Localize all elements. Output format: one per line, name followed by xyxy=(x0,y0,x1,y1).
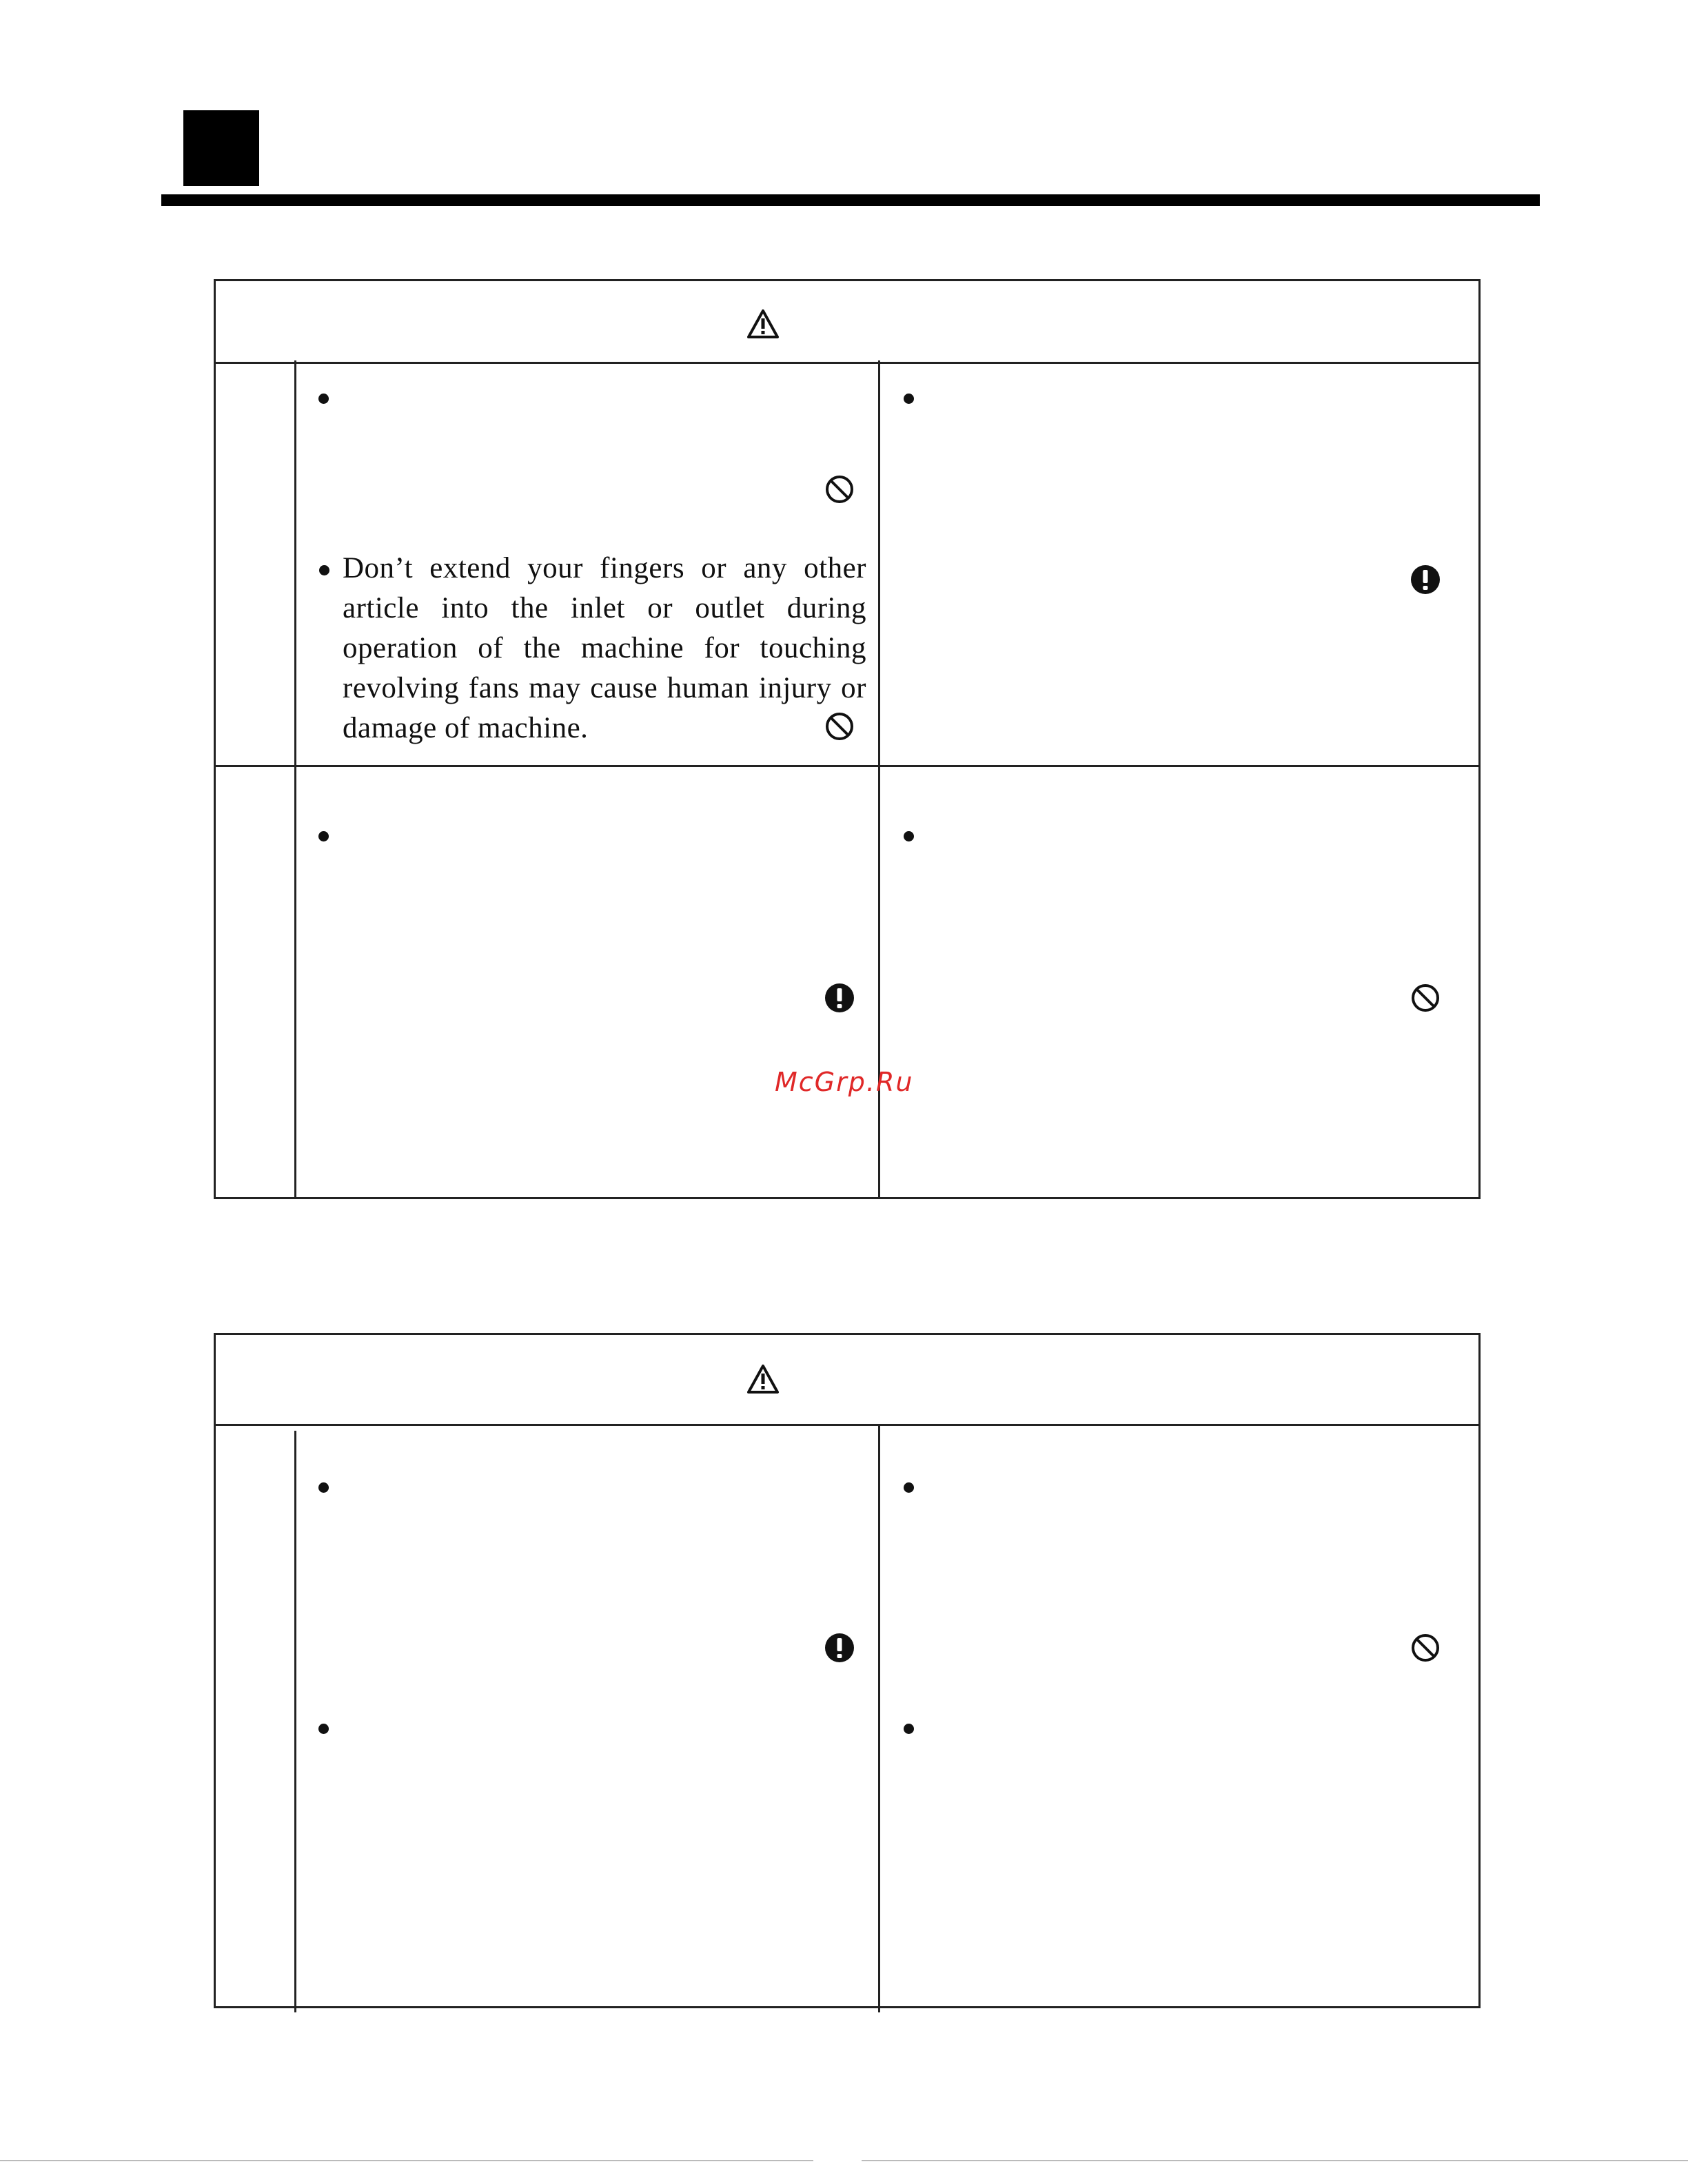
caution-box-1-header xyxy=(216,281,1478,364)
footer-rule xyxy=(0,2160,813,2161)
bullet-point xyxy=(318,1724,329,1734)
bullet-point xyxy=(904,831,914,841)
prohibition-icon xyxy=(824,474,855,504)
box-2-label-divider xyxy=(294,1431,296,2012)
bullet-point xyxy=(904,394,914,404)
mandatory-exclamation-icon xyxy=(1410,564,1441,595)
mandatory-exclamation-icon xyxy=(824,1633,855,1663)
bullet-point xyxy=(318,1482,329,1493)
bullet-point xyxy=(904,1724,914,1734)
bullet-point xyxy=(318,831,329,841)
fingers-warning-paragraph xyxy=(343,549,866,748)
footer-rule xyxy=(862,2160,1688,2161)
bullet-point xyxy=(319,565,329,575)
fingers-warning-text: Don’t extend your fingers or any other article into the inlet or outlet during operation of the machine for touching revolving fans may cause human injury or damage of machine. xyxy=(343,552,866,744)
mandatory-exclamation-icon xyxy=(824,983,855,1013)
box-2-column-divider xyxy=(878,1424,880,2012)
bullet-point xyxy=(318,394,329,404)
prohibition-icon xyxy=(824,711,855,742)
prohibition-icon xyxy=(1410,983,1441,1013)
prohibition-icon xyxy=(1410,1633,1441,1663)
caution-box-2 xyxy=(214,1333,1481,2008)
box-1-row-divider xyxy=(214,765,1481,767)
box-1-label-divider xyxy=(294,360,296,1199)
watermark: McGrp.Ru xyxy=(775,1067,914,1097)
warning-triangle-icon xyxy=(746,309,780,339)
chapter-marker-block xyxy=(183,110,259,186)
warning-triangle-icon xyxy=(746,1364,780,1394)
header-rule xyxy=(161,194,1540,206)
bullet-point xyxy=(904,1482,914,1493)
caution-box-2-header xyxy=(216,1335,1478,1426)
